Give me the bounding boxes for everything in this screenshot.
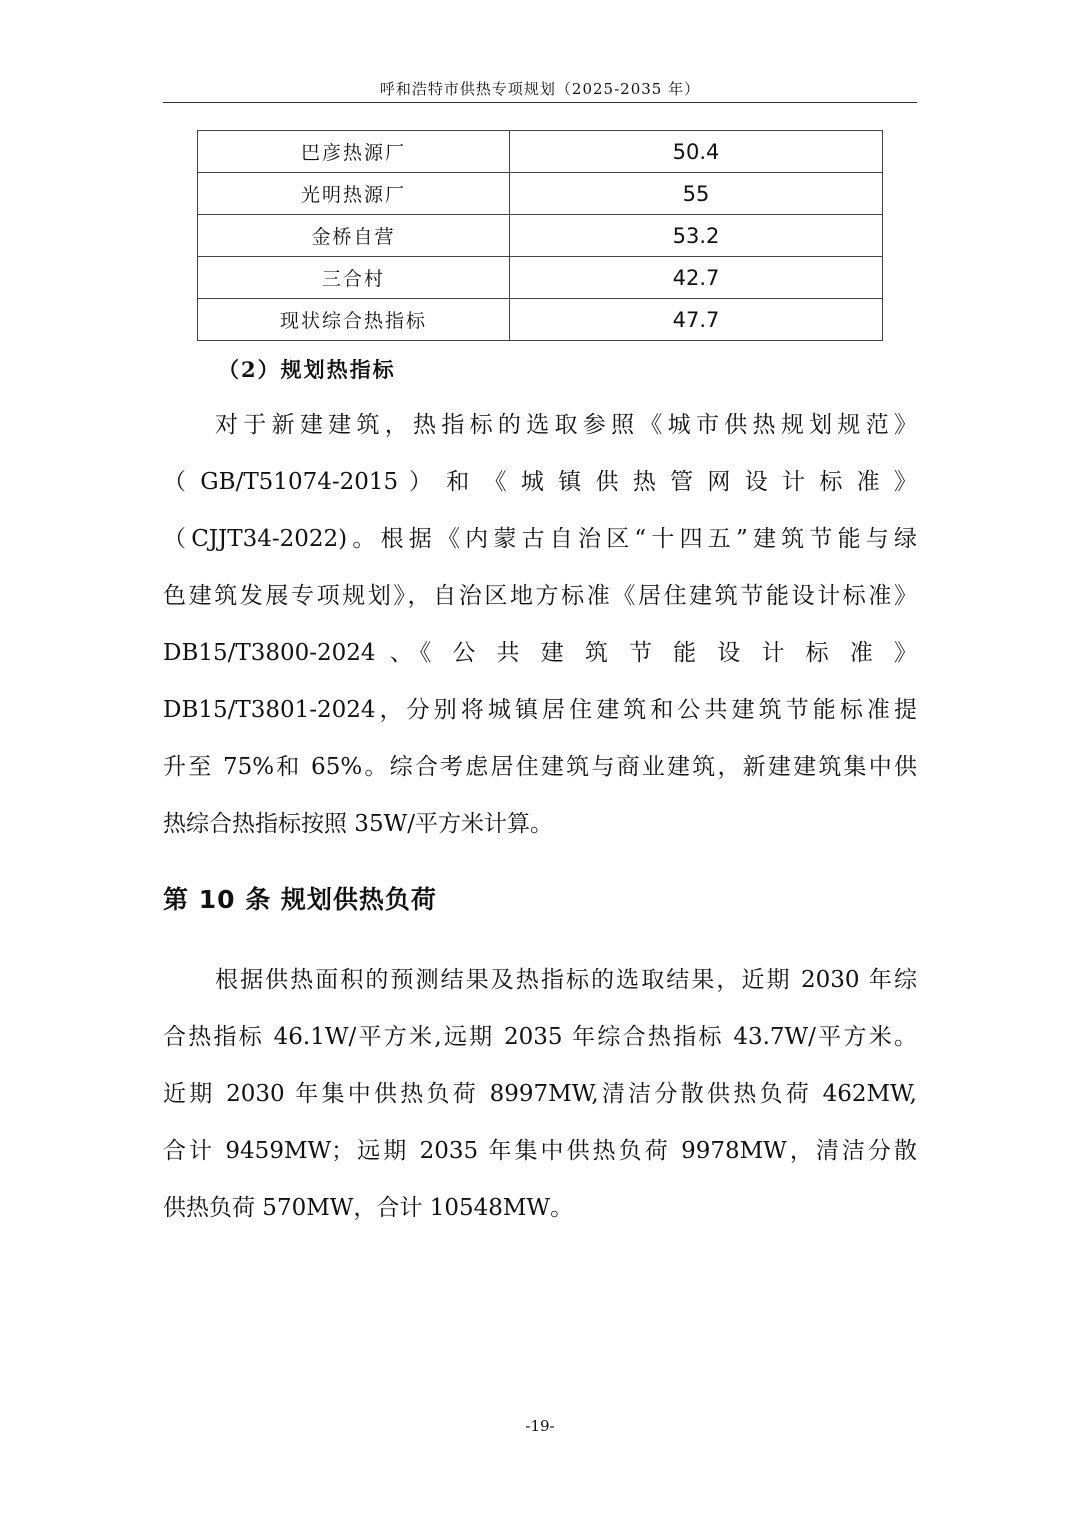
table-cell-value: 47.7 bbox=[510, 299, 883, 341]
article-heading: 第 10 条 规划供热负荷 bbox=[163, 885, 437, 914]
paragraph-line: 供热负荷 570MW，合计 10548MW。 bbox=[163, 1195, 574, 1221]
planning-heat-index-paragraph bbox=[163, 397, 917, 853]
header-divider bbox=[163, 102, 917, 103]
paragraph-line: 近期 2030 年集中供热负荷 8997MW,清洁分散供热负荷 462MW, bbox=[163, 1081, 917, 1107]
paragraph-line: 对于新建建筑，热指标的选取参照《城市供热规划规范》 bbox=[215, 412, 917, 438]
paragraph-line: 合热指标 46.1W/平方米,远期 2035 年综合热指标 43.7W/平方米。 bbox=[163, 1024, 917, 1050]
table-cell-source: 金桥自营 bbox=[198, 215, 510, 257]
table-cell-source: 巴彦热源厂 bbox=[198, 131, 510, 173]
heating-load-paragraph bbox=[163, 952, 917, 1237]
table-row bbox=[198, 215, 883, 257]
paragraph-line: 色建筑发展专项规划》，自治区地方标准《居住建筑节能设计标准》 bbox=[163, 583, 917, 609]
table-cell-source: 三合村 bbox=[198, 257, 510, 299]
paragraph-line: 热综合热指标按照 35W/平方米计算。 bbox=[163, 811, 553, 837]
table-cell-source: 光明热源厂 bbox=[198, 173, 510, 215]
table-cell-value: 50.4 bbox=[510, 131, 883, 173]
paragraph-line: 根据供热面积的预测结果及热指标的选取结果，近期 2030 年综 bbox=[215, 967, 917, 993]
heat-index-table bbox=[197, 130, 883, 341]
table-cell-value: 55 bbox=[510, 173, 883, 215]
table-row bbox=[198, 131, 883, 173]
table-row bbox=[198, 299, 883, 341]
table-cell-value: 53.2 bbox=[510, 215, 883, 257]
section-subheading: （2）规划热指标 bbox=[218, 357, 396, 382]
paragraph-line: DB15/T3800-2024 、《 公 共 建 筑 节 能 设 计 标 准 》 bbox=[163, 640, 917, 666]
document-header-title: 呼和浩特市供热专项规划（2025-2035 年） bbox=[379, 80, 701, 98]
paragraph-line: 升至 75%和 65%。综合考虑居住建筑与商业建筑，新建建筑集中供 bbox=[163, 754, 917, 780]
table-cell-value: 42.7 bbox=[510, 257, 883, 299]
table-row bbox=[198, 173, 883, 215]
paragraph-line: （ GB/T51074-2015 ） 和 《 城 镇 供 热 管 网 设 计 标 准 》 bbox=[163, 469, 917, 495]
paragraph-line: DB15/T3801-2024，分别将城镇居住建筑和公共建筑节能标准提 bbox=[163, 697, 917, 723]
page-number: -19- bbox=[525, 1417, 555, 1435]
paragraph-line: （CJJT34-2022)。根据《内蒙古自治区“十四五”建筑节能与绿 bbox=[163, 526, 917, 552]
paragraph-line: 合计 9459MW；远期 2035 年集中供热负荷 9978MW，清洁分散 bbox=[163, 1138, 917, 1164]
table-row bbox=[198, 257, 883, 299]
table-cell-source: 现状综合热指标 bbox=[198, 299, 510, 341]
